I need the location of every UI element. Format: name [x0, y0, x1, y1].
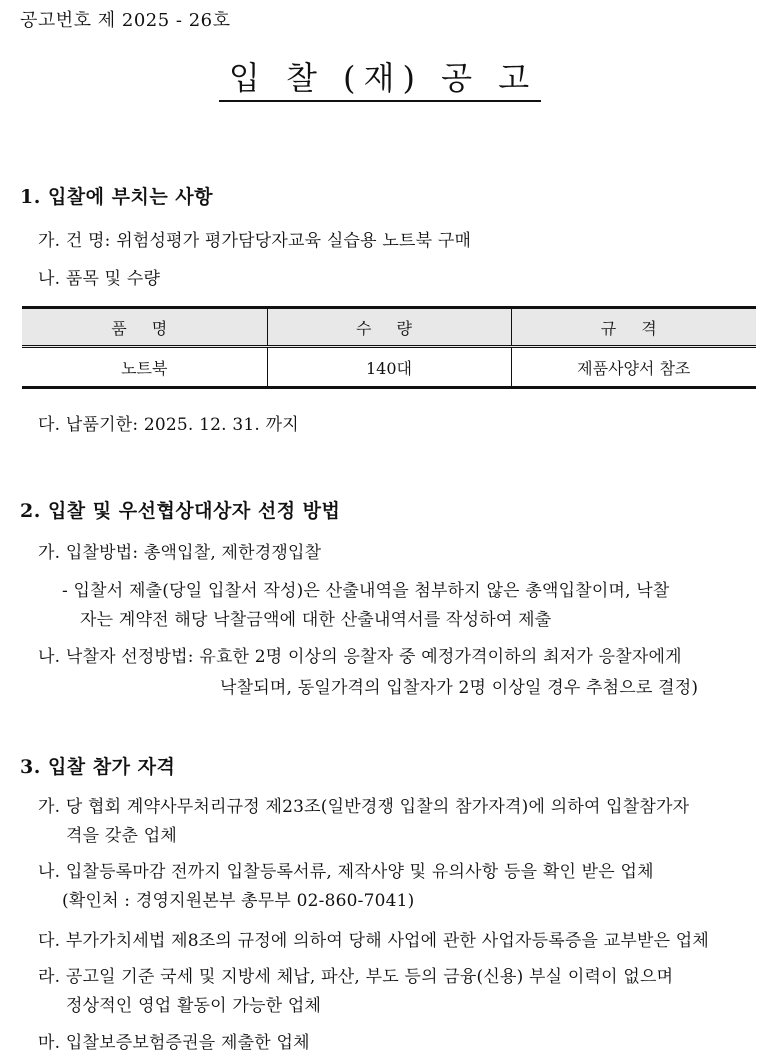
document-title: 입 찰 (재) 공 고	[219, 58, 541, 102]
section3-item-da: 다. 부가가치세법 제8조의 규정에 의하여 당해 사업에 관한 사업자등록증을 교부받은 업체	[38, 931, 710, 951]
section2-item-ga: 가. 입찰방법: 총액입찰, 제한경쟁입찰	[38, 543, 322, 563]
section1-heading: 1. 입찰에 부치는 사항	[20, 186, 214, 208]
document-title-wrap	[0, 58, 760, 102]
section3-item-ga-line1: 가. 당 협회 계약사무처리규정 제23조(일반경쟁 입찰의 참가자격)에 의하여 입찰참가자	[38, 797, 690, 817]
section1-item-na: 나. 품목 및 수량	[38, 269, 161, 289]
section3-item-na-line2: (확인처 : 경영지원본부 총무부 02-860-7041)	[62, 891, 415, 911]
items-table	[22, 306, 756, 389]
section3-item-ma: 마. 입찰보증보험증권을 제출한 업체	[38, 1033, 310, 1053]
section2-heading: 2. 입찰 및 우선협상대상자 선정 방법	[20, 500, 341, 522]
section2-item-ga-sub1: - 입찰서 제출(당일 입찰서 작성)은 산출내역을 첨부하지 않은 총액입찰이며, 낙찰	[62, 581, 670, 601]
section2-item-na-line1: 나. 낙찰자 선정방법: 유효한 2명 이상의 응찰자 중 예정가격이하의 최저가 응찰자에게	[38, 647, 682, 667]
table-header-quantity: 수 량	[267, 308, 511, 347]
table-header-spec: 규 격	[511, 308, 756, 347]
section3-item-ra-line1: 라. 공고일 기준 국세 및 지방세 체납, 파산, 부도 등의 금융(신용) 부실 이력이 없으며	[38, 967, 674, 987]
table-cell-quantity: 140대	[267, 347, 511, 388]
table-header-item-name: 품 명	[22, 308, 267, 347]
section3-item-ga-line2: 격을 갖춘 업체	[66, 826, 177, 846]
table-cell-spec: 제품사양서 참조	[511, 347, 756, 388]
section3-item-ra-line2: 정상적인 영업 활동이 가능한 업체	[66, 996, 322, 1016]
section1-item-ga: 가. 건 명: 위험성평가 평가담당자교육 실습용 노트북 구매	[38, 231, 472, 251]
notice-number: 공고번호 제 2025 - 26호	[20, 10, 231, 31]
table-cell-item-name: 노트북	[22, 347, 267, 388]
table-row	[22, 347, 756, 388]
section1-item-da: 다. 납품기한: 2025. 12. 31. 까지	[38, 415, 299, 435]
section2-item-na-line2: 낙찰되며, 동일가격의 입찰자가 2명 이상일 경우 추첨으로 결정)	[220, 678, 699, 698]
table-header-row	[22, 308, 756, 347]
section3-heading: 3. 입찰 참가 자격	[20, 756, 176, 778]
section2-item-ga-sub2: 자는 계약전 해당 낙찰금액에 대한 산출내역서를 작성하여 제출	[80, 610, 552, 630]
section3-item-na-line1: 나. 입찰등록마감 전까지 입찰등록서류, 제작사양 및 유의사항 등을 확인 받은 업체	[38, 862, 654, 882]
